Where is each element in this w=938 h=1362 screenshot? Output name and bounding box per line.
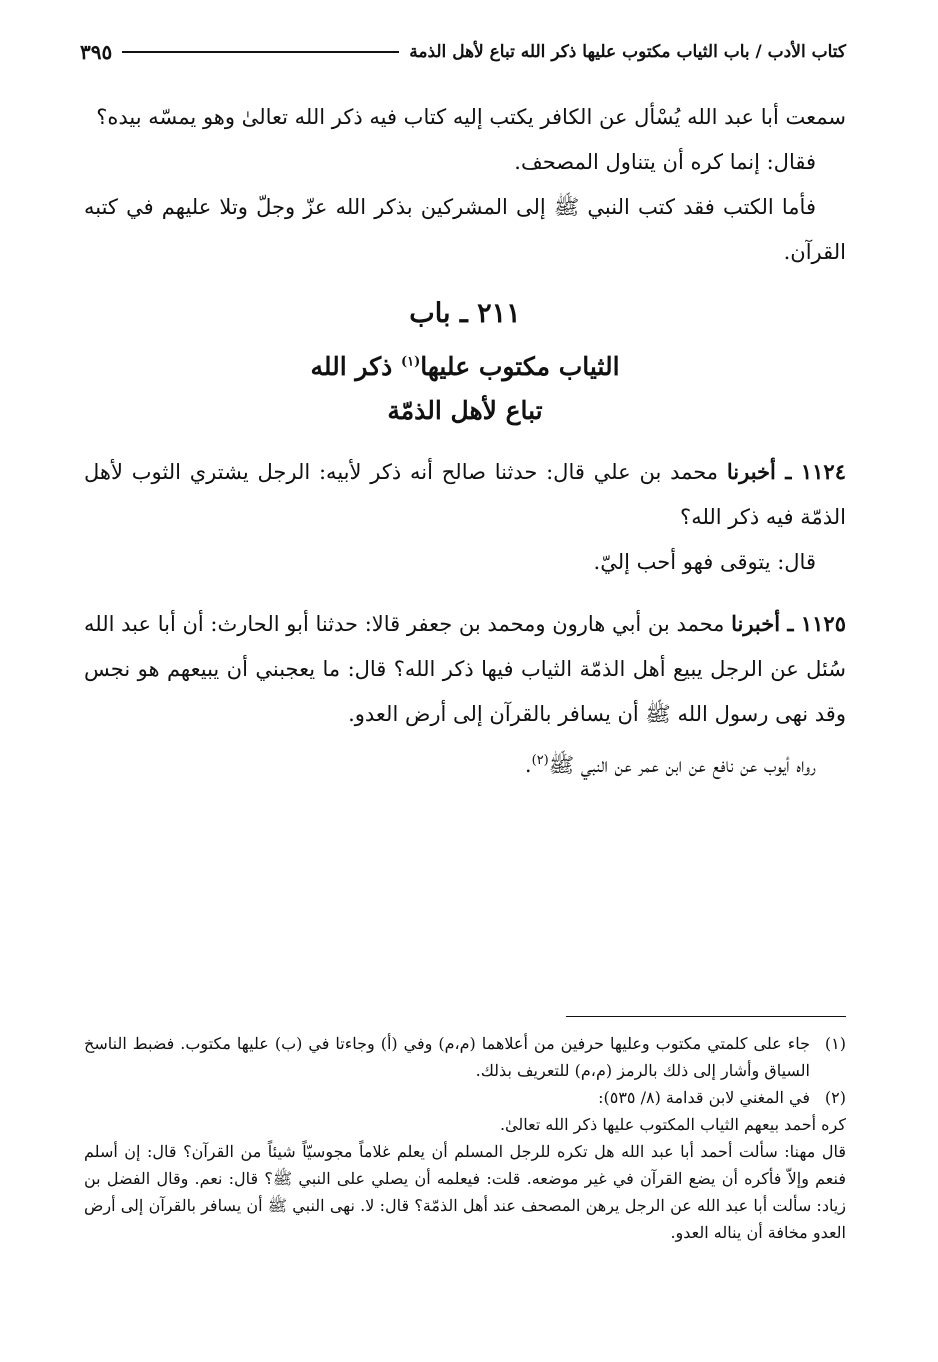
chapter-title-text: ذكر الله [310,352,401,381]
entry-number: ١١٢٤ ـ أخبرنا [726,459,846,484]
hadith-entry [84,449,846,540]
entry-answer: قال: يتوقى فهو أحب إليّ. [593,550,816,574]
chapter-title [84,345,846,389]
footnote-ref: (٢) [531,753,549,768]
header-rule [122,51,399,53]
riwaya-text: رواه أيوب عن نافع عن ابن عمر عن النبي ﷺ [548,753,816,777]
footnote-rule [566,1016,846,1017]
footnotes [84,1030,846,1246]
footnote-1 [84,1030,846,1084]
riwaya-line [84,743,846,788]
page-number: ٣٩٥ [80,40,113,64]
main-text [84,95,846,788]
footnote-number: (٢) [824,1088,846,1107]
chapter-subtitle: تباع لأهل الذمّة [387,396,543,425]
paragraph: سمعت أبا عبد الله يُسْأل عن الكافر يكتب إليه كتاب فيه ذكر الله تعالىٰ وهو يمسّه بيده؟ [96,105,846,129]
entry-number: ١١٢٥ ـ أخبرنا [731,611,846,636]
paragraph: فأما الكتب فقد كتب النبي ﷺ إلى المشركين بذكر الله عزّ وجلّ وتلا عليهم في كتبه القرآن. [84,195,846,264]
riwaya-end: . [524,753,532,777]
entry-text: محمد بن علي قال: حدثنا صالح أنه ذكر لأبيه: الرجل يشتري الثوب لأهل الذمّة فيه ذكر الله؟ [84,460,846,529]
footnote-text: في المغني لابن قدامة (٨/ ٥٣٥): [598,1088,810,1107]
footnote-ref: (١) [400,354,421,370]
chapter-number: ٢١١ ـ باب [409,298,521,329]
paragraph: فقال: إنما كره أن يتناول المصحف. [514,150,816,174]
footnote-2 [84,1084,846,1111]
hadith-entry [84,601,846,737]
footnote-text: جاء على كلمتي مكتوب وعليها حرفين من أعلاهما (م،م) وفي (أ) وجاءتا في (ب) عليها مكتوب. فضبط الناسخ السياق وأشار إلى ذلك بالرمز (م،م) للتعريف بذلك. [84,1034,810,1080]
chapter-title-text: الثياب مكتوب عليها [420,352,620,381]
entry-text: محمد بن أبي هارون ومحمد بن جعفر قالا: حدثنا أبو الحارث: أن أبا عبد الله سُئل عن الرجل يبيع أهل الذمّة الثياب فيها ذكر الله؟ قال: ما يعجبني أن يبيعهم هو نجس وقد نهى رسول الله ﷺ أن يسافر بالقرآن إلى أرض العدو. [84,612,846,726]
running-title: كتاب الأدب / باب الثياب مكتوب عليها ذكر الله تباع لأهل الذمة [409,42,846,62]
footnote-line: كره أحمد بيعهم الثياب المكتوب عليها ذكر الله تعالىٰ. [499,1115,846,1134]
footnote-number: (١) [824,1034,846,1053]
running-header [80,40,846,64]
footnote-line: قال مهنا: سألت أحمد أبا عبد الله هل تكره للرجل المسلم أن يعلم غلاماً مجوسيّاً شيئاً من القرآن؟ قال: إن أسلم فنعم وإلاّ فأكره أن يضع القرآن في غير موضعه. قلت: فيعلمه أن يصلي على النبي ﷺ؟ قال: نعم. وقال الفضل بن زياد: سألت أبا عبد الله عن الرجل يرهن المصحف عند أهل الذمّة؟ قال: لا. نهى النبي ﷺ أن يسافر بالقرآن إلى أرض العدو مخافة أن يناله العدو. [84,1142,846,1242]
